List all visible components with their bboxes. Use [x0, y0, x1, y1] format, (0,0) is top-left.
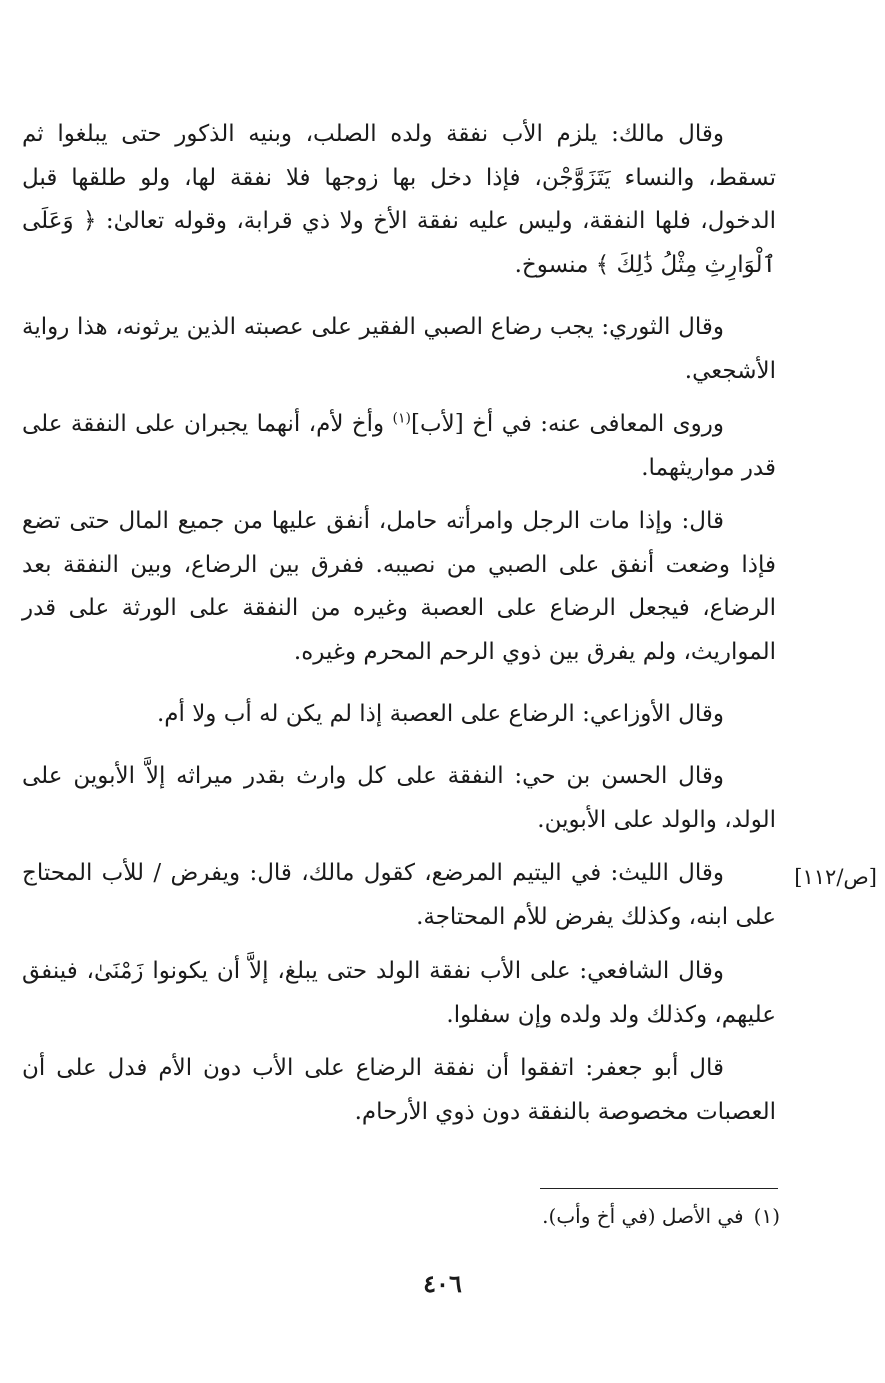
paragraph-text: وقال الثوري: يجب رضاع الصبي الفقير على عصبته الذين يرثونه، هذا رواية الأشجعي.	[22, 314, 776, 384]
paragraph-text: قال: وإذا مات الرجل وامرأته حامل، أنفق عليها من جميع المال حتى تضع فإذا وضعت أنفق على الصبي من نصيبه. ففرق بين الرضاع، وبين النفقة بعد الرضاع، فيجعل الرضاع على العصبة وغيره من النفقة على الورثة على قدر المواريث، ولم يفرق بين ذوي الرحم المحرم وغيره.	[22, 508, 776, 665]
paragraph-hasan	[22, 755, 776, 842]
paragraph-muafa	[22, 403, 776, 490]
footnote-divider	[540, 1188, 778, 1189]
paragraph-text: وقال الشافعي: على الأب نفقة الولد حتى يبلغ، إلاَّ أن يكونوا زَمْنَىٰ، فينفق عليهم، وكذلك ولد ولده وإن سفلوا.	[22, 958, 776, 1028]
footnote	[300, 1200, 780, 1232]
paragraph-pregnant-widow	[22, 500, 776, 674]
footnote-number: (١)	[753, 1204, 780, 1228]
footnote-reference: (١)	[392, 410, 411, 427]
paragraph-text: وروى المعافى عنه: في أخ [لأب]	[411, 411, 724, 437]
margin-page-reference: [ص/١١٢]	[794, 865, 877, 889]
paragraph-malik	[22, 113, 776, 287]
paragraph-abu-jafar	[22, 1047, 776, 1134]
paragraph-layth	[22, 852, 776, 939]
paragraph-thawri	[22, 306, 776, 393]
footnote-text: في الأصل (في أخ وأب).	[542, 1204, 744, 1228]
paragraph-text: وقال الأوزاعي: الرضاع على العصبة إذا لم يكن له أب ولا أم.	[156, 701, 724, 727]
paragraph-text: قال أبو جعفر: اتفقوا أن نفقة الرضاع على الأب دون الأم فدل على أن العصبات مخصوصة بالنفقة دون ذوي الأرحام.	[22, 1055, 776, 1125]
paragraph-text: وأخ لأم، أنهما يجبران على النفقة على قدر مواريثهما.	[22, 411, 776, 481]
paragraph-shafii	[22, 950, 776, 1037]
paragraph-text: وقال مالك: يلزم الأب نفقة ولده الصلب، وبنيه الذكور حتى يبلغوا ثم تسقط، والنساء يَتَزَوَّجْن، فإذا دخل بها زوجها فلا نفقة لها، ولو طلقها قبل الدخول، فلها النفقة، وليس عليه نفقة الأخ ولا ذي قرابة، وقوله تعالىٰ: ﴿ وَعَلَى ٱلْوَارِثِ مِثْلُ ذَٰلِكَ ﴾ منسوخ.	[22, 121, 776, 278]
page-number: ٤٠٦	[423, 1269, 462, 1298]
paragraph-text: وقال الحسن بن حي: النفقة على كل وارث بقدر ميراثه إلاَّ الأبوين على الولد، والولد على الأبوين.	[22, 763, 776, 833]
paragraph-awzai	[22, 693, 776, 737]
paragraph-text: وقال الليث: في اليتيم المرضع، كقول مالك، قال: ويفرض / للأب المحتاج على ابنه، وكذلك يفرض للأم المحتاجة.	[22, 860, 776, 930]
